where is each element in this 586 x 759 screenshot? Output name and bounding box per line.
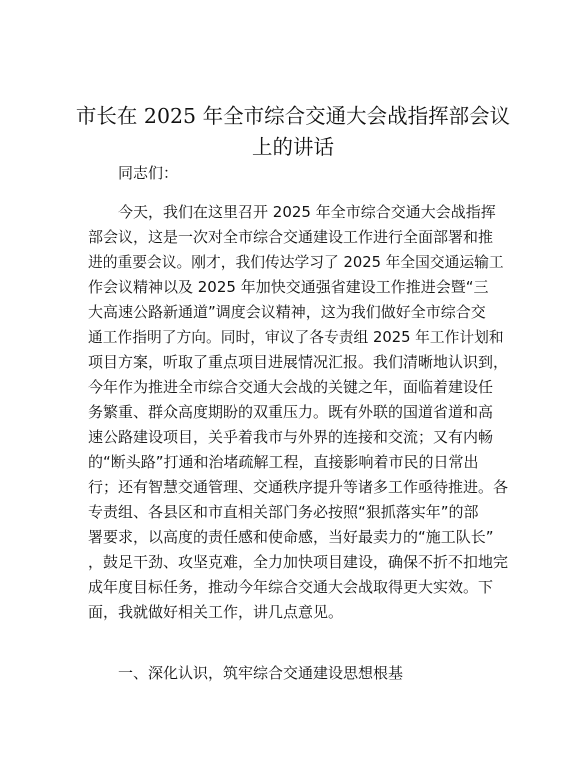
paragraph-line: 作会议精神以及 2025 年加快交通强省建设工作推进会暨“三 (88, 278, 489, 296)
paragraph-line: 面，我就做好相关工作，讲几点意见。 (88, 603, 344, 621)
paragraph-line: 行；还有智慧交通管理、交通秩序提升等诸多工作亟待推进。各 (88, 478, 509, 496)
title-line-2: 上的讲话 (252, 135, 334, 159)
paragraph-line: ，鼓足干劲、攻坚克难，全力加快项目建设，确保不折不扣地完 (88, 553, 509, 571)
paragraph-line: 今天，我们在这里召开 2025 年全市综合交通大会战指挥 (118, 203, 496, 221)
paragraph-line: 速公路建设项目，关乎着我市与外界的连接和交流；又有内畅 (88, 428, 494, 446)
paragraph-line: 进的重要会议。刚才，我们传达学习了 2025 年全国交通运输工 (88, 254, 504, 271)
paragraph-line: 署要求，以高度的责任感和使命感，当好最卖力的“施工队长” (88, 528, 494, 546)
paragraph-line: 专责组、各县区和市直相关部门务必按照“狠抓落实年”的部 (88, 503, 479, 521)
document-title (60, 101, 526, 163)
paragraph-line: 成年度目标任务，推动今年综合交通大会战取得更大实效。下 (88, 578, 494, 596)
greeting: 同志们： (118, 164, 179, 182)
paragraph-line: 项目方案，听取了重点项目进展情况汇报。我们清晰地认识到， (88, 353, 509, 371)
title-line-1: 市长在 2025 年全市综合交通大会战指挥部会议 (75, 104, 511, 128)
section-heading: 一、深化认识，筑牢综合交通建设思想根基 (118, 664, 404, 682)
body-paragraph (88, 200, 508, 625)
paragraph-line: 部会议，这是一次对全市综合交通建设工作进行全面部署和推 (88, 228, 494, 246)
paragraph-line: 今年作为推进全市综合交通大会战的关键之年，面临着建设任 (88, 378, 494, 396)
paragraph-line: 通工作指明了方向。同时，审议了各专责组 2025 年工作计划和 (88, 329, 504, 346)
paragraph-line: 大高速公路新通道”调度会议精神，这为我们做好全市综合交 (88, 303, 486, 321)
paragraph-line: 务繁重、群众高度期盼的双重压力。既有外联的国道省道和高 (88, 403, 494, 421)
paragraph-line: 的“断头路”打通和治堵疏解工程，直接影响着市民的日常出 (88, 453, 479, 471)
